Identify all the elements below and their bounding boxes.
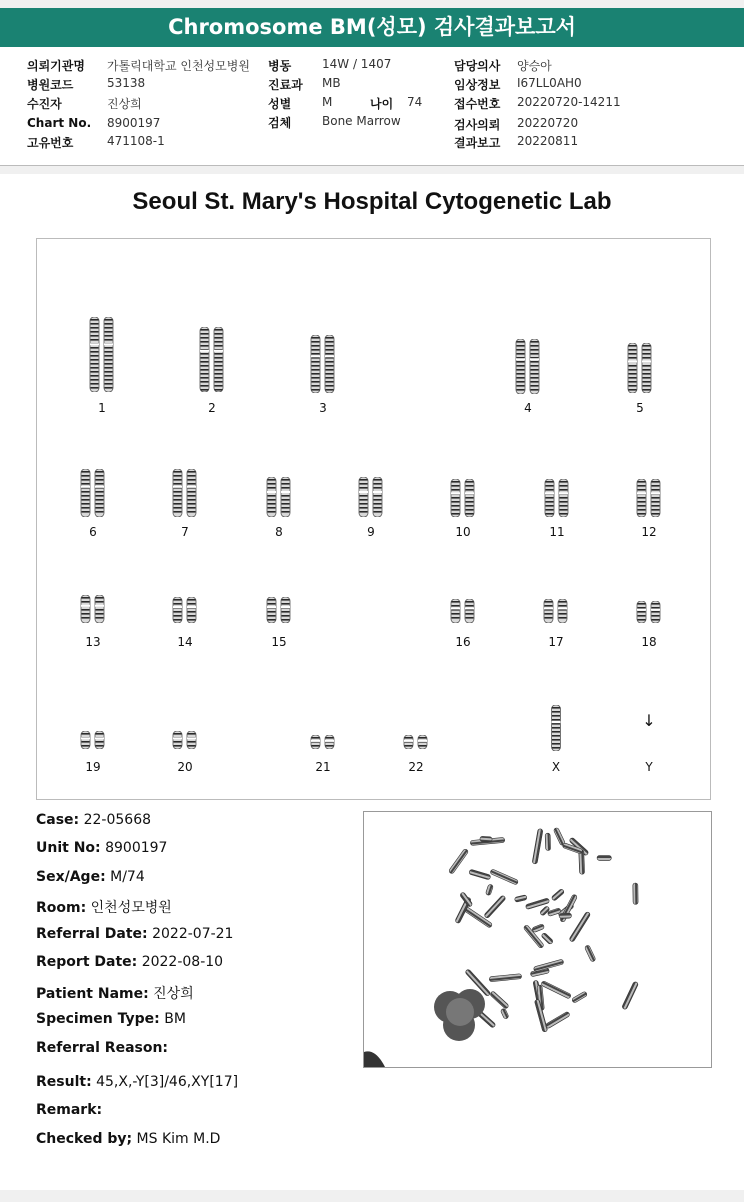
- chromosome-pair-7: [172, 469, 198, 517]
- case-row: [36, 954, 223, 970]
- info-clinical-label: 임상정보: [454, 78, 501, 92]
- case-row-key: Remark:: [36, 1102, 103, 1118]
- info-ward-value: 14W / 1407: [322, 57, 392, 71]
- case-row-value: 2022-07-21: [147, 926, 234, 942]
- chromosome-pair-6: [80, 469, 106, 517]
- patient-info-panel: [0, 47, 744, 166]
- info-unique-id-label: 고유번호: [27, 136, 74, 150]
- chromosome-label-7: 7: [181, 525, 189, 539]
- case-row-value: 22-05668: [79, 812, 152, 828]
- case-row-value: BM: [159, 1011, 186, 1027]
- info-report-value: 20220811: [517, 134, 579, 148]
- interphase-nucleus: [434, 989, 485, 1041]
- chromosome-label-6: 6: [89, 525, 97, 539]
- case-row-value: 2022-08-10: [137, 954, 224, 970]
- case-row-key: Room:: [36, 900, 87, 916]
- chromosome-pair-22: [403, 735, 429, 749]
- metaphase-chromosome: [532, 829, 543, 865]
- case-row: [36, 897, 172, 917]
- case-row-key: Patient Name:: [36, 986, 149, 1002]
- case-row: [36, 1011, 186, 1027]
- metaphase-chromosome: [541, 932, 554, 945]
- chromosome-label-1: 1: [98, 401, 106, 415]
- chromosome-label-10: 10: [455, 525, 471, 539]
- metaphase-chromosome: [448, 848, 469, 874]
- metaphase-chromosome: [633, 883, 638, 904]
- case-row: [36, 1074, 238, 1090]
- case-row-key: Result:: [36, 1074, 92, 1090]
- info-patient-value: 진상희: [107, 97, 142, 111]
- case-row-value: MS Kim M.D: [132, 1131, 221, 1147]
- info-chart-value: 8900197: [107, 116, 161, 130]
- chromosome-label-8: 8: [275, 525, 283, 539]
- chromosome-label-18: 18: [641, 635, 657, 649]
- chromosome-pair-13: [80, 595, 106, 623]
- metaphase-chromosome: [584, 945, 596, 962]
- chromosome-pair-18: [636, 601, 662, 623]
- metaphase-chromosome: [489, 974, 522, 982]
- chromosome-pair-16: [450, 599, 476, 623]
- chromosome-label-14: 14: [177, 635, 193, 649]
- case-row: [36, 926, 233, 942]
- metaphase-chromosome: [597, 855, 611, 860]
- chromosome-label-15: 15: [271, 635, 287, 649]
- info-dept-value: MB: [322, 76, 341, 90]
- info-institution-value: 가톨릭대학교 인천성모병원: [107, 59, 250, 73]
- case-row: [36, 983, 194, 1003]
- chromosome-pair-20: [172, 731, 198, 749]
- chromosome-pair-3: [310, 335, 336, 393]
- chromosome-pair-X: [551, 705, 561, 751]
- case-row-key: Specimen Type:: [36, 1011, 160, 1027]
- info-hospital-code-value: 53138: [107, 76, 146, 90]
- case-row: [36, 840, 167, 856]
- metaphase-chromosome: [622, 981, 639, 1010]
- info-request-value: 20220720: [517, 116, 579, 130]
- chromosome-pair-15: [266, 597, 292, 623]
- metaphase-chromosome: [569, 911, 591, 942]
- metaphase-chromosome: [571, 991, 587, 1003]
- case-row: [36, 1102, 102, 1118]
- top-strip: [0, 0, 744, 8]
- info-report-label: 결과보고: [454, 136, 501, 150]
- chromosome-label-19: 19: [85, 760, 101, 774]
- metaphase-image: [363, 811, 712, 1068]
- chromosome-label-11: 11: [549, 525, 565, 539]
- case-row: [36, 812, 151, 828]
- info-hospital-code-label: 병원코드: [27, 78, 74, 92]
- chromosome-label-21: 21: [315, 760, 331, 774]
- lab-title: Seoul St. Mary's Hospital Cytogenetic Lab: [132, 188, 612, 215]
- chromosome-label-16: 16: [455, 635, 471, 649]
- metaphase-chromosome: [553, 827, 565, 846]
- info-specimen-value: Bone Marrow: [322, 114, 401, 128]
- chromosome-label-13: 13: [85, 635, 101, 649]
- metaphase-chromosome: [532, 924, 545, 933]
- chromosome-pair-10: [450, 479, 476, 517]
- info-ward-label: 병동: [268, 59, 292, 73]
- chromosome-label-20: 20: [177, 760, 193, 774]
- info-specimen-label: 검체: [268, 116, 292, 130]
- chromosome-pair-9: [358, 477, 384, 517]
- info-patient-label: 수진자: [27, 97, 62, 111]
- y-missing-arrow-icon: ↓: [642, 711, 656, 730]
- case-row-value: 45,X,-Y[3]/46,XY[17]: [91, 1074, 239, 1090]
- metaphase-chromosome: [490, 869, 519, 885]
- case-row-key: Report Date:: [36, 954, 138, 970]
- case-row-key: Sex/Age:: [36, 869, 106, 885]
- metaphase-chromosome: [489, 991, 509, 1010]
- metaphase-chromosome: [484, 895, 507, 919]
- metaphase-chromosome: [545, 1011, 570, 1029]
- case-row-value: M/74: [105, 869, 145, 885]
- chromosome-label-2: 2: [208, 401, 216, 415]
- cell-edge: [364, 1051, 386, 1068]
- info-sex-label: 성별: [268, 97, 292, 111]
- info-unique-id-value: 471108-1: [107, 134, 165, 148]
- case-row-key: Unit No:: [36, 840, 101, 856]
- case-row-key: Referral Date:: [36, 926, 148, 942]
- chromosome-label-Y: Y: [645, 760, 653, 774]
- chromosome-label-3: 3: [319, 401, 327, 415]
- info-chart-label: Chart No.: [27, 116, 92, 130]
- case-row: [36, 1131, 220, 1147]
- info-receipt-value: 20220720-14211: [517, 95, 621, 109]
- metaphase-chromosome: [480, 836, 492, 842]
- metaphase-chromosome: [545, 833, 551, 850]
- chromosome-pair-4: [515, 339, 541, 394]
- report-title: Chromosome BM(성모) 검사결과보고서: [168, 15, 576, 39]
- info-doctor-value: 양승아: [517, 59, 552, 73]
- info-sex-value: M: [322, 95, 333, 109]
- chromosome-label-X: X: [551, 760, 561, 774]
- info-age-value: 74: [407, 95, 423, 109]
- metaphase-chromosome: [541, 981, 572, 1000]
- chromosome-pair-1: [89, 317, 115, 392]
- chromosome-label-22: 22: [408, 760, 424, 774]
- metaphase-spread: [364, 812, 712, 1068]
- chromosome-pair-11: [544, 479, 570, 517]
- case-row-value: 8900197: [100, 840, 168, 856]
- info-clinical-value: I67LL0AH0: [517, 76, 582, 90]
- chromosome-label-4: 4: [524, 401, 532, 415]
- info-receipt-label: 접수번호: [454, 97, 501, 111]
- metaphase-chromosome: [551, 888, 565, 901]
- chromosome-label-5: 5: [636, 401, 644, 415]
- case-row-key: Checked by;: [36, 1131, 133, 1147]
- info-request-label: 검사의뢰: [454, 118, 501, 132]
- metaphase-chromosome: [485, 884, 493, 896]
- section-gap: [0, 166, 744, 174]
- chromosome-pair-2: [199, 327, 225, 392]
- karyogram-panel: [36, 238, 711, 800]
- chromosome-label-17: 17: [548, 635, 564, 649]
- case-row-value: 인천성모병원: [86, 900, 172, 916]
- chromosome-label-12: 12: [641, 525, 657, 539]
- bottom-strip: [0, 1190, 744, 1202]
- case-row-key: Referral Reason:: [36, 1040, 169, 1056]
- info-institution: 의뢰기관명: [27, 59, 85, 73]
- case-row-value: 진상희: [148, 986, 194, 1002]
- info-age-label: 나이: [370, 97, 394, 111]
- metaphase-chromosome: [469, 869, 491, 880]
- chromosome-pair-5: [627, 343, 653, 393]
- chromosome-pair-21: [310, 735, 336, 749]
- case-row: [36, 869, 145, 885]
- metaphase-chromosome: [500, 1008, 509, 1019]
- report-header: [0, 8, 744, 47]
- case-row: [36, 1040, 168, 1056]
- info-doctor-label: 담당의사: [454, 59, 501, 73]
- chromosome-pair-19: [80, 731, 106, 749]
- chromosome-pair-14: [172, 597, 198, 623]
- info-dept-label: 진료과: [268, 78, 303, 92]
- chromosome-pair-12: [636, 479, 662, 517]
- chromosome-label-9: 9: [367, 525, 375, 539]
- metaphase-chromosome: [559, 913, 571, 918]
- chromosome-pair-8: [266, 477, 292, 517]
- chromosome-pair-17: [543, 599, 569, 623]
- metaphase-chromosome: [514, 895, 527, 903]
- case-row-key: Case:: [36, 812, 80, 828]
